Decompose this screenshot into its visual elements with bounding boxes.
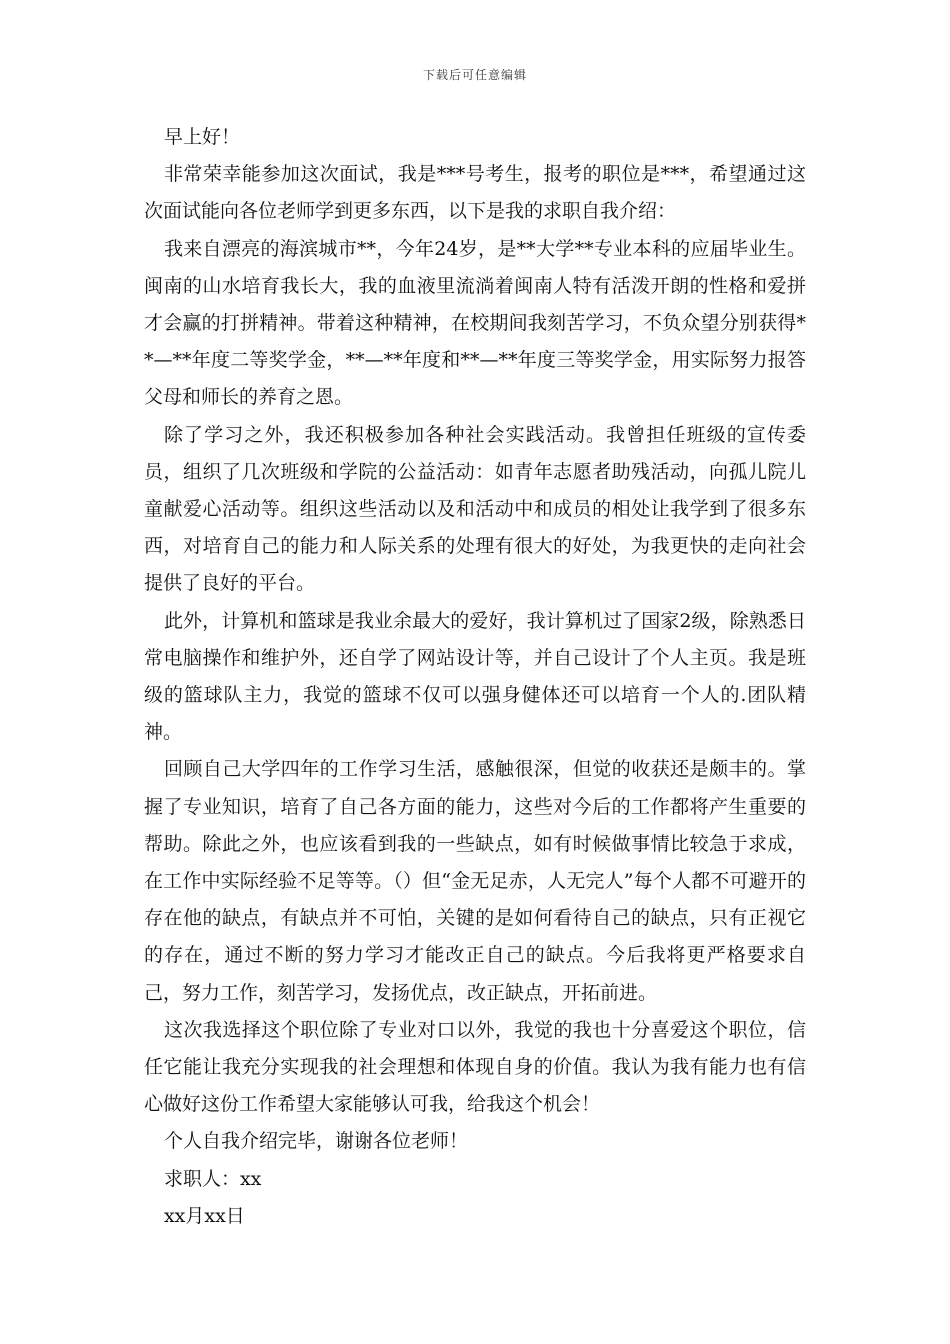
page-header: 下载后可任意编辑: [422, 68, 527, 82]
hobbies-paragraph: 此外，计算机和篮球是我业余最大的爱好，我计算机过了国家2级，除熟悉日常电脑操作和维护外，还自学了网站设计等，并自己设计了个人主页。我是班级的篮球队主力，我觉的篮球不仅可以强身健体还可以培育一个人的.团队精神。: [144, 609, 806, 744]
closing-line: 个人自我介绍完毕，谢谢各位老师！: [163, 1130, 468, 1153]
opening-paragraph: 非常荣幸能参加这次面试，我是***号考生，报考的职位是***，希望通过这次面试能向各位老师学到更多东西，以下是我的求职自我介绍：: [144, 163, 806, 223]
review-paragraph: 回顾自己大学四年的工作学习生活，感触很深，但觉的收获还是颇丰的。掌握了专业知识，培育了自己各方面的能力，这些对今后的工作都将产生重要的帮助。除此之外，也应该看到我的一些缺点，如有时候做事情比较急于求成，在工作中实际经验不足等等。（）但“金无足赤，人无完人”每个人都不可避开的存在他的缺点，有缺点并不可怕，关键的是如何看待自己的缺点，只有正视它的存在，通过不断的努力学习才能改正自己的缺点。今后我将更严格要求自己，努力工作，刻苦学习，发扬优点，改正缺点，开拓前进。: [144, 758, 806, 1004]
motivation-paragraph: 这次我选择这个职位除了专业对口以外，我觉的我也十分喜爱这个职位，信任它能让我充分实现我的社会理想和体现自身的价值。我认为我有能力也有信心做好这份工作希望大家能够认可我，给我这个机会！: [144, 1018, 806, 1116]
activities-paragraph: 除了学习之外，我还积极参加各种社会实践活动。我曾担任班级的宣传委员，组织了几次班级和学院的公益活动：如青年志愿者助残活动，向孤儿院儿童献爱心活动等。组织这些活动以及和活动中和成员的相处让我学到了很多东西，对培育自己的能力和人际关系的处理有很大的好处，为我更快的走向社会提供了良好的平台。: [144, 423, 806, 595]
document-body: [144, 119, 806, 1235]
applicant-line: 求职人：xx: [163, 1167, 262, 1190]
date-line: xx月xx日: [163, 1204, 245, 1227]
background-paragraph: 我来自漂亮的海滨城市**，今年24岁，是**大学**专业本科的应届毕业生。闽南的山水培育我长大，我的血液里流淌着闽南人特有活泼开朗的性格和爱拼才会赢的打拼精神。带着这种精神，在校期间我刻苦学习，不负众望分别获得**—**年度二等奖学金，**—**年度和**—**年度三等奖学金，用实际努力报答父母和师长的养育之恩。: [144, 237, 806, 409]
greeting: 早上好！: [163, 126, 240, 148]
